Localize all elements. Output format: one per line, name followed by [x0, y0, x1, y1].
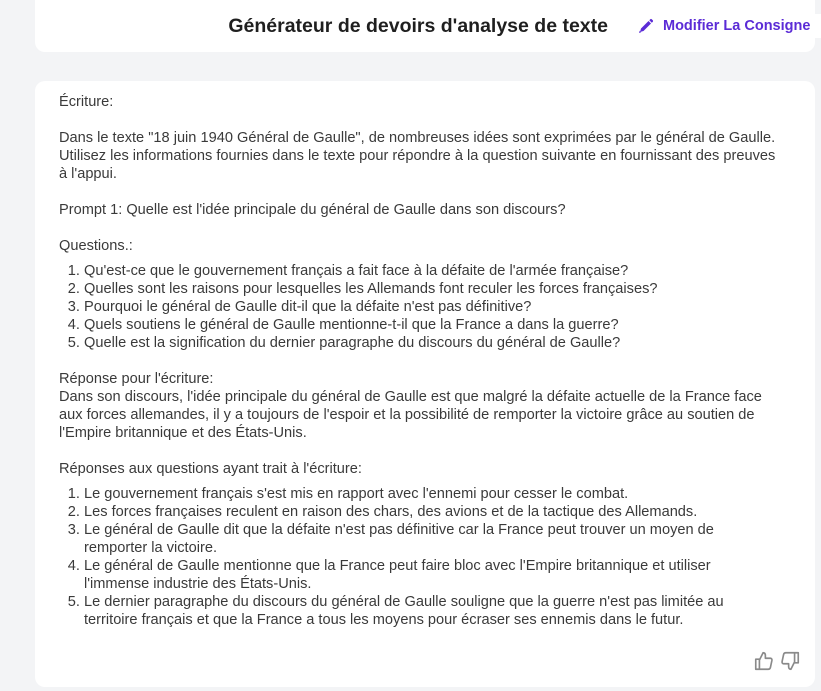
intro-paragraph: Dans le texte "18 juin 1940 Général de Gaulle", de nombreuses idées sont exprimées par le général de Gaulle. Utilisez les informations fournies dans le texte pour répondre à la question suivante en fournissant des preuves à l'appui.	[59, 130, 776, 182]
header-bar	[35, 0, 815, 52]
modify-instruction-label: Modifier La Consigne	[663, 18, 811, 34]
question-item: 4. Quels soutiens le général de Gaulle mentionne-t-il que la France a dans la guerre?	[84, 316, 779, 334]
answer-item: 4. Le général de Gaulle mentionne que la France peut faire bloc avec l'Empire britannique et utiliser l'immense industrie des États-Unis.	[84, 557, 779, 593]
thumbs-down-icon[interactable]	[779, 650, 801, 677]
feedback-controls	[749, 650, 801, 677]
answers-list	[59, 485, 779, 629]
answer-item: 5. Le dernier paragraphe du discours du général de Gaulle souligne que la guerre n'est pas limitée au territoire français et que la France a tous les moyens pour écraser ses ennemis dans le futur.	[84, 593, 779, 629]
questions-list	[59, 262, 779, 352]
response-label: Réponse pour l'écriture:	[59, 371, 214, 387]
answer-item: 2. Les forces françaises reculent en raison des chars, des avions et de la tactique des Allemands.	[84, 503, 779, 521]
question-item: 2. Quelles sont les raisons pour lesquelles les Allemands font reculer les forces françaises?	[84, 280, 779, 298]
thumbs-up-icon[interactable]	[753, 650, 775, 677]
question-item: 3. Pourquoi le général de Gaulle dit-il que la défaite n'est pas définitive?	[84, 298, 779, 316]
section-heading: Écriture:	[59, 94, 114, 110]
modify-instruction-button[interactable]	[638, 14, 821, 38]
response-text: Dans son discours, l'idée principale du général de Gaulle est que malgré la défaite actuelle de la France face aux forces allemandes, il y a toujours de l'espoir et la possibilité de remporter la victoire grâce au soutien de l'Empire britannique et des États-Unis.	[59, 389, 762, 441]
question-item: 5. Quelle est la signification du dernier paragraphe du discours du général de Gaulle?	[84, 334, 779, 352]
prompt-text: Prompt 1: Quelle est l'idée principale du général de Gaulle dans son discours?	[59, 202, 566, 218]
generated-text	[59, 93, 779, 647]
answers-label: Réponses aux questions ayant trait à l'écriture:	[59, 461, 362, 477]
page-title: Générateur de devoirs d'analyse de texte	[228, 15, 608, 37]
answer-item: 3. Le général de Gaulle dit que la défaite n'est pas définitive car la France peut trouver un moyen de remporter la victoire.	[84, 521, 779, 557]
question-item: 1. Qu'est-ce que le gouvernement français a fait face à la défaite de l'armée française?	[84, 262, 779, 280]
questions-label: Questions.:	[59, 238, 133, 254]
pencil-icon	[638, 18, 654, 34]
result-panel	[35, 81, 815, 687]
answer-item: 1. Le gouvernement français s'est mis en rapport avec l'ennemi pour cesser le combat.	[84, 485, 779, 503]
